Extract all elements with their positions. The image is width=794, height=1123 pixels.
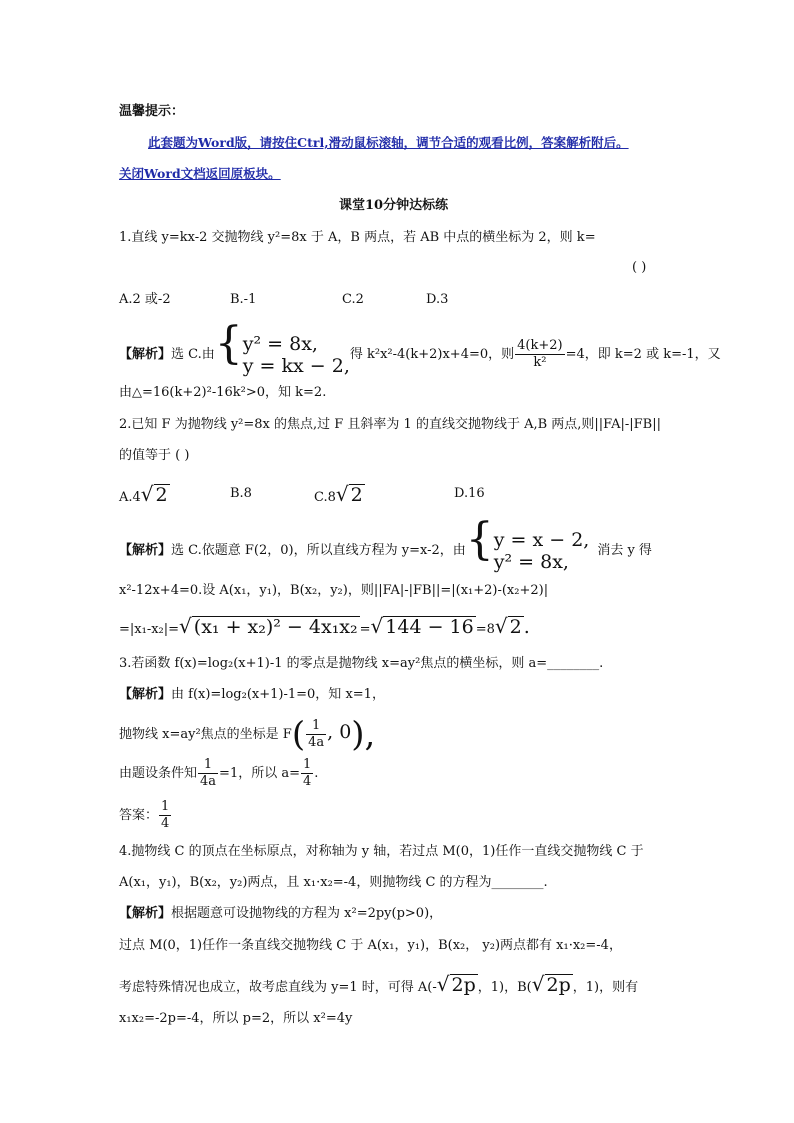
q1-solution-line-2: 由△=16(k+2)²-16k²>0，知 k=2. [119, 385, 327, 400]
q1-option-c: C.2 [342, 292, 364, 307]
q2-option-c [314, 482, 365, 510]
q2-opt-c-radicand: 2 [350, 484, 363, 506]
q3-ans-num: 1 [161, 799, 170, 814]
q3-stem: 3.若函数 f(x)=log₂(x+1)-1 的零点是抛物线 x=ay²焦点的横坐标，则 a=________. [119, 656, 604, 671]
q1-solution-line-1 [119, 318, 721, 377]
q3-c-den: 4a [200, 774, 217, 789]
q2-option-a [119, 482, 170, 510]
brace-symbol: { [214, 318, 243, 369]
q1-option-b: B.-1 [230, 292, 257, 307]
q2-line3-post: =8 [475, 622, 495, 637]
solution-label: 【解析】 [119, 906, 172, 921]
paren-left: ( [291, 714, 306, 755]
q2-radicand-c: 2 [509, 616, 522, 638]
q2-eq-1: y = x − 2, [493, 528, 590, 551]
q2-opt-a-text: A.4 [119, 490, 141, 505]
q2-option-b: B.8 [230, 486, 252, 501]
q4-sol3-mid: ，1)，B( [477, 980, 532, 995]
q4-solution-line-2: 过点 M(0，1)任作一条直线交抛物线 C 于 A(x₁，y₁)，B(x₂， y₂)两点都有 x₁·x₂=-4， [119, 938, 622, 953]
sqrt-symbol: √ [140, 482, 154, 506]
q2-opt-a-radicand: 2 [155, 484, 168, 506]
q2-line3-pre: =|x₁-x₂|= [119, 622, 180, 637]
q3-sol2-post: , 0 [327, 721, 352, 743]
q3-focus-fraction [306, 718, 326, 751]
q2-stem-1: 2.已知 F 为抛物线 y²=8x 的焦点,过 F 且斜率为 1 的直线交抛物线于 A,B 两点,则||FA|-|FB|| [119, 417, 661, 432]
q2-equation-system [494, 529, 590, 573]
q3-c-num: 1 [198, 757, 218, 774]
q3-sol3-mid: =1，所以 a= [219, 766, 300, 781]
q3-a-den: 4 [303, 774, 312, 789]
q1-frac-den: k² [533, 355, 547, 370]
q2-sol-post: 消去 y 得 [597, 543, 652, 558]
q1-eq-1: y² = 8x, [242, 332, 318, 355]
sqrt-symbol: √ [436, 972, 450, 996]
q1-sol-pre: 选 C.由 [171, 347, 215, 362]
sqrt-symbol: √ [494, 614, 508, 638]
q1-equation-system [243, 333, 350, 377]
q2-solution-line-1 [119, 514, 652, 573]
q1-option-a: A.2 或-2 [119, 292, 171, 307]
q3-ans-den: 4 [161, 816, 170, 831]
q3-a-fraction [301, 757, 313, 790]
q3-sol1: 由 f(x)=log₂(x+1)-1=0，知 x=1， [171, 687, 385, 702]
q2-sol-pre: 选 C.依题意 F(2，0)，所以直线方程为 y=x-2，由 [171, 543, 466, 558]
q3-f-den: 4a [308, 735, 325, 750]
answer-label: 答案： [119, 808, 159, 823]
tip-heading: 温馨提示： [119, 104, 185, 119]
q2-opt-c-text: C.8 [314, 490, 336, 505]
q2-line3-mid: = [359, 622, 371, 637]
q4-stem-1: 4.抛物线 C 的顶点在坐标原点，对称轴为 y 轴，若过点 M(0，1)任作一直线交抛物线 C 于 [119, 844, 644, 859]
sqrt-symbol: √ [531, 972, 545, 996]
q1-sol-post: =4，即 k=2 或 k=-1，又 [565, 347, 721, 362]
solution-label: 【解析】 [119, 543, 172, 558]
q2-eq-2: y² = 8x, [493, 550, 569, 573]
q4-sol3-post: ，1)，则有 [572, 980, 639, 995]
q4-solution-line-4: x₁x₂=-2p=-4，所以 p=2，所以 x²=4y [119, 1011, 353, 1026]
sqrt-symbol: √ [179, 614, 192, 638]
q3-solution-line-1 [119, 686, 385, 704]
q1-answer-paren: ( ) [632, 260, 647, 275]
solution-label: 【解析】 [119, 687, 172, 702]
sqrt-symbol: √ [370, 614, 384, 638]
q1-option-d: D.3 [426, 292, 449, 307]
q4-solution-line-3 [119, 970, 638, 1002]
solution-label: 【解析】 [119, 347, 172, 362]
q4-radicand-1: 2p [451, 974, 476, 996]
q3-solution-line-2 [119, 712, 375, 755]
q2-radicand-b: 144 − 16 [385, 616, 474, 638]
q3-sol2-pre: 抛物线 x=ay²焦点的坐标是 F [119, 727, 292, 742]
q4-sol1: 根据题意可设抛物线的方程为 x²=2py(p>0)， [171, 906, 443, 921]
q2-radicand-a: (x₁ + x₂)² − 4x₁x₂ [193, 616, 358, 638]
q1-eq-2: y = kx − 2, [242, 354, 350, 377]
q2-option-d: D.16 [454, 486, 485, 501]
tip-line-1: 此套题为Word版，请按住Ctrl,滑动鼠标滚轴，调节合适的观看比例，答案解析附后。 [148, 135, 629, 150]
q1-fraction [515, 338, 564, 371]
q2-stem-2: 的值等于 ( ) [119, 448, 190, 463]
q1-frac-num: 4(k+2) [517, 338, 563, 353]
sqrt-symbol: √ [335, 482, 349, 506]
q3-sol3-post: . [314, 766, 319, 781]
paren-right: ), [351, 714, 376, 755]
q2-line3-end: . [523, 616, 530, 638]
q3-a-num: 1 [303, 757, 312, 772]
q2-solution-line-3 [119, 612, 530, 644]
q4-radicand-2: 2p [546, 974, 571, 996]
brace-symbol: { [465, 514, 494, 565]
tip-line-2: 关闭Word文档返回原板块。 [119, 166, 281, 181]
q2-solution-line-2: x²-12x+4=0.设 A(x₁，y₁)，B(x₂，y₂)，则||FA|-|FB||=|(x₁+2)-(x₂+2)| [119, 583, 549, 598]
q3-answer [119, 796, 172, 836]
q3-solution-line-3 [119, 754, 318, 794]
q3-answer-fraction [159, 799, 171, 832]
page-title: 课堂10分钟达标练 [339, 198, 449, 213]
q1-sol-mid: 得 k²x²-4(k+2)x+4=0，则 [349, 347, 515, 362]
q4-stem-2: A(x₁，y₁)，B(x₂，y₂)两点，且 x₁·x₂=-4，则抛物线 C 的方程为________. [119, 875, 548, 890]
q3-sol3-pre: 由题设条件知 [119, 766, 198, 781]
q3-cond-fraction [198, 757, 218, 790]
q1-stem: 1.直线 y=kx-2 交抛物线 y²=8x 于 A，B 两点，若 AB 中点的横坐标为 2，则 k= [119, 230, 596, 245]
q4-solution-line-1 [119, 905, 442, 923]
q4-sol3-pre: 考虑特殊情况也成立，故考虑直线为 y=1 时，可得 A(- [119, 980, 437, 995]
q3-f-num: 1 [306, 718, 326, 735]
